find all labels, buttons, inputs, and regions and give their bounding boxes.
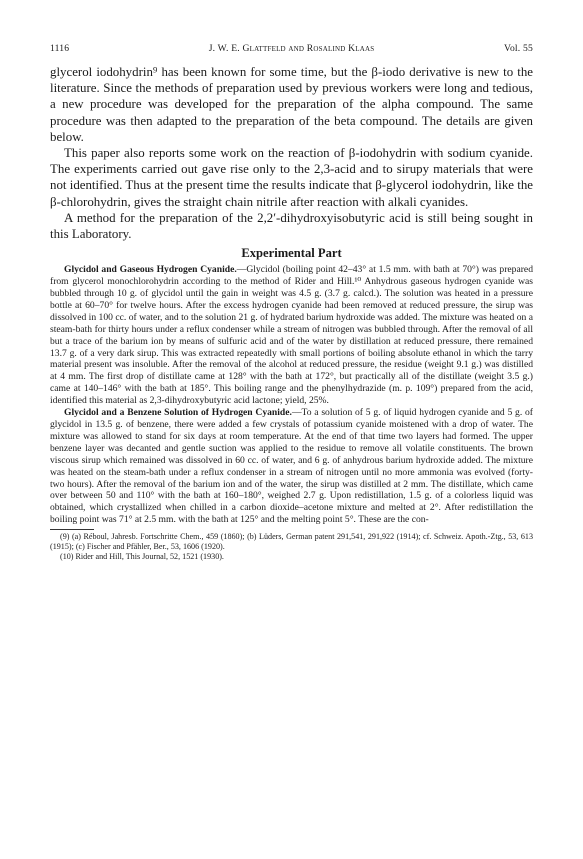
- experimental-paragraph-1: [50, 264, 533, 407]
- page-number: 1116: [50, 43, 70, 54]
- subsection-text-glycidol-gaseous-hcn: —Glycidol (boiling point 42–43° at 1.5 mm. with bath at 70°) was prepared from glycerol monochlorohydrin according to the method of Rider and Hill.¹⁰ Anhydrous gaseous hydrogen cyanide was bubbled through 10 g. of glycidol until the gain in weight was 4.5 g. (3.7 g. calcd.). The solution was heated in a pressure bottle at 60–70° for twelve hours. After the excess hydrogen cyanide had been removed at reduced pressure, the sirup was dissolved in 100 cc. of water, and to the solution 21 g. of hydrated barium hydroxide was added. The mixture was heated on a steam-bath for thirty hours under a reflux condenser while a stream of nitrogen was bubbled through. After the removal of all but a trace of the barium ion by means of sulfuric acid and of the water by distillation at reduced pressure, there remained 13.7 g. of a very dark sirup. This was extracted repeatedly with small portions of boiling absolute ethanol in which the tarry material present was insoluble. After the removal of the alcohol at reduced pressure, the residue (weight 9.1 g.) was distilled at 4 mm. The first drop of distillate came at 128° with the bath at 172°, but practically all of the distillate (weight 3.5 g.) came at 140–146° with the bath at 185°. This boiling range and the phenylhydrazide (m. p. 109°) prepared from the acid, identified this material as 2,3-dihydroxybutyric acid lactone; yield, 25%.: [50, 264, 533, 407]
- intro-paragraph-1: glycerol iodohydrin⁹ has been known for some time, but the β-iodo derivative is new to the literature. Since the methods of preparation used by previous workers were long and tedious, a new procedure was developed for the preparation of the alpha compound. The same procedure was then adapted to the preparation of the beta compound. The details are given below.: [50, 65, 533, 144]
- subsection-title-glycidol-benzene-hcn: Glycidol and a Benzene Solution of Hydrogen Cyanide.: [64, 407, 292, 419]
- running-title-authors: J. W. E. Glattfeld and Rosalind Klaas: [208, 43, 375, 54]
- experimental-paragraph-2: [50, 407, 533, 526]
- footnotes: [50, 532, 533, 562]
- footnote-9: (9) (a) Réboul, Jahresb. Fortschritte Chem., 459 (1860); (b) Lüders, German patent 291,541, 291,922 (1914); cf. Schweiz. Apoth.-Ztg., 53, 613 (1915); (c) Fischer and Pfähler, Ber., 53, 1606 (1920).: [50, 532, 533, 552]
- footnote-divider: [50, 529, 94, 530]
- intro-paragraph-2: This paper also reports some work on the reaction of β-iodohydrin with sodium cyanide. The experiments carried out gave rise only to the 2,3-acid and to sirupy materials that were not identified. Thus at the present time the results indicate that β-glycerol iodohydrin, like the β-chlorohydrin, gives the straight chain nitrile after reaction with alkali cyanides.: [50, 146, 533, 209]
- footnote-10: (10) Rider and Hill, This Journal, 52, 1521 (1930).: [60, 552, 224, 562]
- subsection-title-glycidol-gaseous-hcn: Glycidol and Gaseous Hydrogen Cyanide.: [64, 264, 237, 276]
- subsection-text-glycidol-benzene-hcn: —To a solution of 5 g. of liquid hydrogen cyanide and 5 g. of glycidol in 13.5 g. of benzene, there were added a few crystals of potassium cyanide moistened with a drop of water. The mixture was allowed to stand for six days at room temperature. At the end of that time two layers had formed. The upper benzene layer was decanted and gentle suction was applied to the residue to remove all volatile constituents. The brown viscous sirup which remained was dissolved in 60 cc. of water, and 6 g. of anhydrous barium hydroxide added. The mixture was heated on the steam-bath under a reflux condenser in a stream of nitrogen until no more ammonia was evolved (forty-two hours). After the removal of the barium ion and of the water, the sirup was distilled at 2 mm. The distillate, which came over between 50 and 110° with the bath at 160–180°, weighed 2.7 g. Upon redistillation, 1.5 g. of a colorless liquid was obtained, which crystallized when chilled in a carbon dioxide–acetone mixture and melted at 2°. After redistillation the boiling point was 71° at 2.5 mm. with the bath at 125° and the melting point 5°. These are the con-: [50, 407, 534, 526]
- running-header: [50, 43, 533, 57]
- volume-label: Vol. 55: [504, 43, 533, 54]
- intro-paragraph-3: A method for the preparation of the 2,2′-dihydroxyisobutyric acid is still being sought in this Laboratory.: [50, 210, 533, 242]
- section-heading-experimental: Experimental Part: [241, 246, 342, 261]
- page-body: [50, 64, 533, 562]
